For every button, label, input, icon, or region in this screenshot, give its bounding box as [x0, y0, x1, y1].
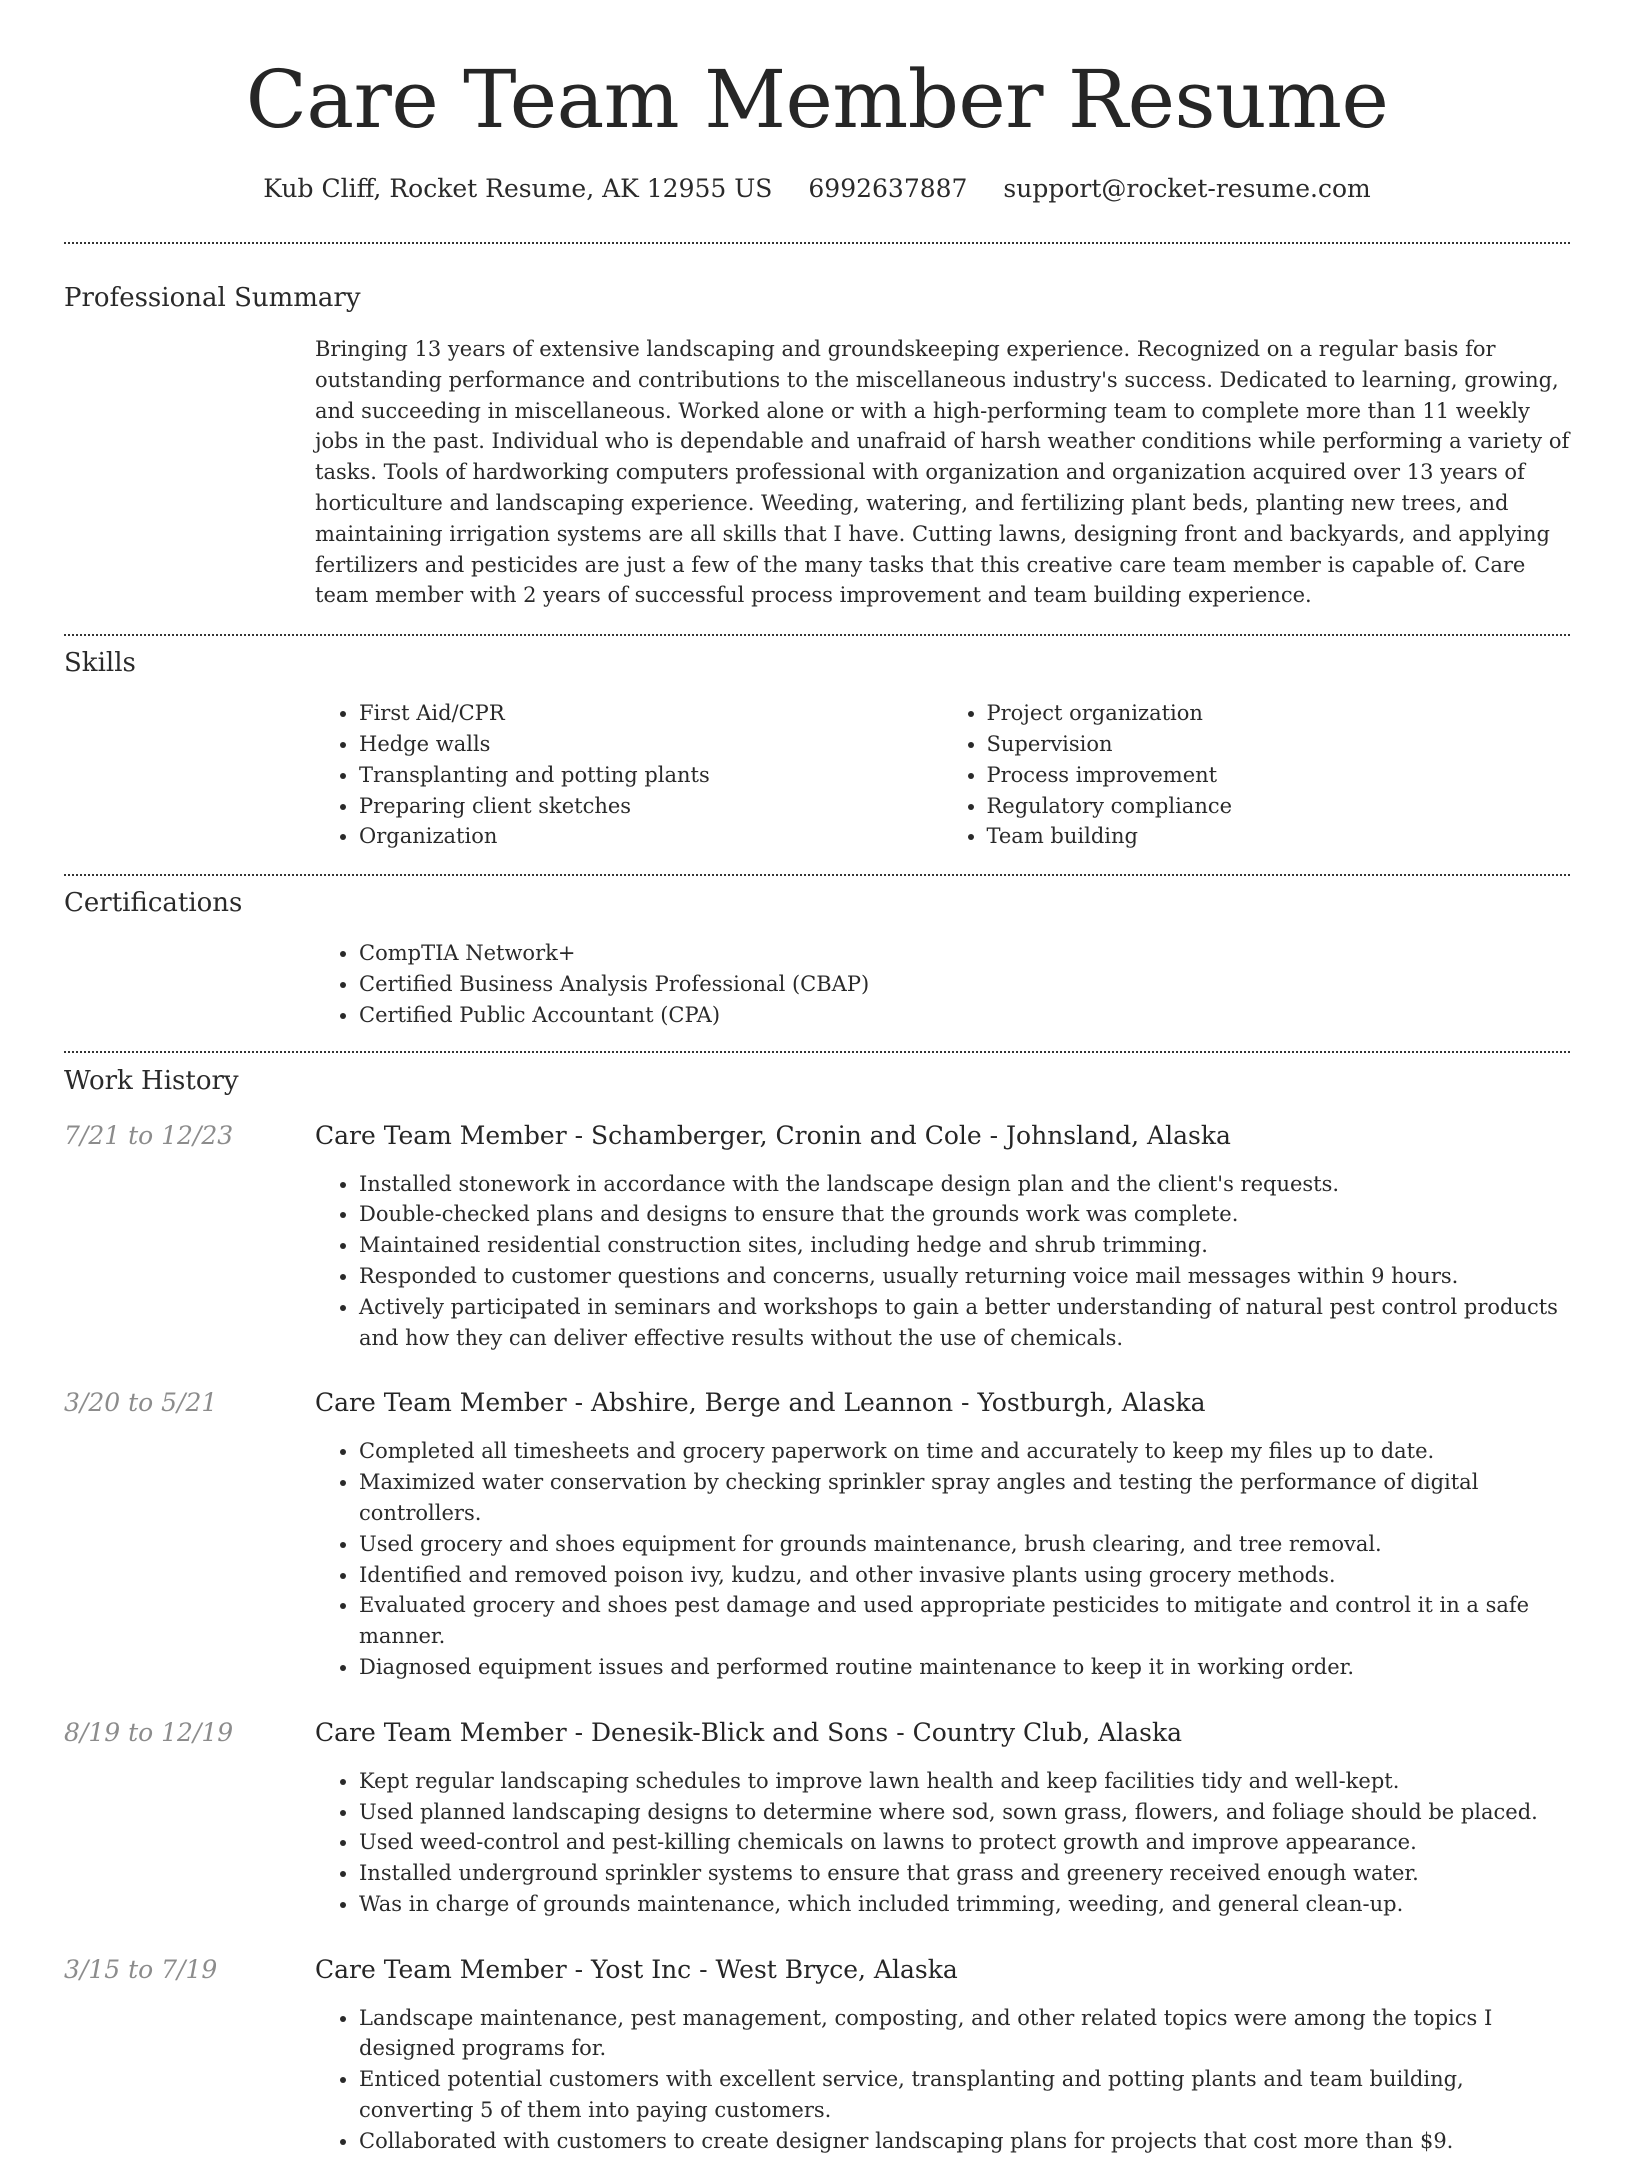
job-entry — [64, 1955, 1570, 2157]
skills-column-right — [943, 698, 1571, 852]
job-bullet: • Used grocery and shoes equipment for grounds maintenance, brush clearing, and tree removal. — [359, 1529, 1570, 1560]
skill-item: • Supervision — [987, 729, 1571, 760]
job-bullets — [315, 1169, 1570, 1354]
job-title: Care Team Member - Yost Inc - West Bryce, Alaska — [315, 1954, 958, 1984]
skill-item: • Regulatory compliance — [987, 791, 1571, 822]
job-bullet: • Double-checked plans and designs to ensure that the grounds work was complete. — [359, 1199, 1570, 1230]
job-bullets — [315, 2003, 1570, 2157]
certification-item: • Certified Public Accountant (CPA) — [359, 1000, 1570, 1031]
job-dates: 3/20 to 5/21 — [64, 1388, 218, 1418]
job-bullets — [315, 1766, 1570, 1920]
job-title: Care Team Member - Denesik-Blick and Sons - Country Club, Alaska — [315, 1717, 1182, 1747]
certification-item: • Certified Business Analysis Professional (CBAP) — [359, 969, 1570, 1000]
section-title-work-history: Work History — [64, 1065, 239, 1096]
contact-phone: 6992637887 — [808, 174, 968, 203]
job-bullet: • Used weed-control and pest-killing chemicals on lawns to protect growth and improve appearance. — [359, 1827, 1570, 1858]
job-bullet: • Identified and removed poison ivy, kudzu, and other invasive plants using grocery methods. — [359, 1560, 1570, 1591]
skill-item: • Project organization — [987, 698, 1571, 729]
divider — [64, 1051, 1570, 1053]
job-bullet: • Maximized water conservation by checking sprinkler spray angles and testing the performance of digital controllers. — [359, 1467, 1570, 1529]
job-dates: 8/19 to 12/19 — [64, 1717, 234, 1747]
job-bullets — [315, 1436, 1570, 1682]
skill-item: • Hedge walls — [359, 729, 943, 760]
job-dates: 7/21 to 12/23 — [64, 1120, 234, 1150]
job-bullet: • Maintained residential construction sites, including hedge and shrub trimming. — [359, 1230, 1570, 1261]
job-bullet: • Responded to customer questions and concerns, usually returning voice mail messages within 9 hours. — [359, 1261, 1570, 1292]
divider — [64, 242, 1570, 244]
job-bullet: • Collaborated with customers to create designer landscaping plans for projects that cost more than $9. — [359, 2126, 1570, 2157]
contact-email: support@rocket-resume.com — [1003, 174, 1371, 203]
contact-line — [64, 174, 1570, 204]
job-entry — [64, 1388, 1570, 1682]
job-bullet: • Used planned landscaping designs to determine where sod, sown grass, flowers, and foliage should be placed. — [359, 1797, 1570, 1828]
job-dates: 3/15 to 7/19 — [64, 1954, 218, 1984]
job-bullet: • Kept regular landscaping schedules to improve lawn health and keep facilities tidy and well-kept. — [359, 1766, 1570, 1797]
job-title: Care Team Member - Abshire, Berge and Leannon - Yostburgh, Alaska — [315, 1388, 1206, 1418]
divider — [64, 874, 1570, 876]
resume-page — [64, 0, 1570, 2157]
skill-item: • Process improvement — [987, 760, 1571, 791]
skill-item: • Preparing client sketches — [359, 791, 943, 822]
skill-item: • Organization — [359, 821, 943, 852]
contact-address: Kub Cliff, Rocket Resume, AK 12955 US — [263, 174, 773, 203]
skill-item: • Transplanting and potting plants — [359, 760, 943, 791]
section-title-certifications: Certifications — [64, 888, 243, 919]
job-bullet: • Enticed potential customers with excellent service, transplanting and potting plants and team building, converting 5 of them into paying customers. — [359, 2064, 1570, 2126]
job-bullet: • Was in charge of grounds maintenance, which included trimming, weeding, and general clean-up. — [359, 1889, 1570, 1920]
job-title: Care Team Member - Schamberger, Cronin and Cole - Johnsland, Alaska — [315, 1120, 1231, 1150]
job-bullet: • Actively participated in seminars and workshops to gain a better understanding of natural pest control products and how they can deliver effective results without the use of chemicals. — [359, 1292, 1570, 1354]
skill-item: • Team building — [987, 821, 1571, 852]
skill-item: • First Aid/CPR — [359, 698, 943, 729]
job-bullet: • Installed underground sprinkler systems to ensure that grass and greenery received enough water. — [359, 1858, 1570, 1889]
job-bullet: • Diagnosed equipment issues and performed routine maintenance to keep it in working order. — [359, 1652, 1570, 1683]
summary-text: Bringing 13 years of extensive landscaping and groundskeeping experience. Recognized on a regular basis for outstanding performance and contributions to the miscellaneous industry's success. Dedicated to learning, growing, and succeeding in miscellaneous. Worked alone or with a high-performing team to complete more than 11 weekly jobs in the past. Individual who is dependable and unafraid of harsh weather conditions while performing a variety of tasks. Tools of hardworking computers professional with organization and organization acquired over 13 years of horticulture and landscaping experience. Weeding, watering, and fertilizing plant beds, planting new trees, and maintaining irrigation systems are all skills that I have. Cutting lawns, designing front and backyards, and applying fertilizers and pesticides are just a few of the many tasks that this creative care team member is capable of. Care team member with 2 years of successful process improvement and team building experience. — [315, 337, 1570, 608]
job-entry — [64, 1121, 1570, 1354]
job-bullet: • Landscape maintenance, pest management, composting, and other related topics were among the topics I designed programs for. — [359, 2003, 1570, 2065]
job-bullet: • Installed stonework in accordance with the landscape design plan and the client's requests. — [359, 1169, 1570, 1200]
job-bullet: • Completed all timesheets and grocery paperwork on time and accurately to keep my files up to date. — [359, 1436, 1570, 1467]
certification-item: • CompTIA Network+ — [359, 938, 1570, 969]
skills-list — [315, 698, 1570, 852]
resume-title: Care Team Member Resume — [245, 53, 1389, 146]
certifications-list — [315, 938, 1570, 1030]
section-title-summary: Professional Summary — [64, 283, 361, 313]
section-title-skills: Skills — [64, 648, 136, 679]
skills-column-left — [315, 698, 943, 852]
job-entry — [64, 1718, 1570, 1920]
job-bullet: • Evaluated grocery and shoes pest damage and used appropriate pesticides to mitigate and control it in a safe manner. — [359, 1590, 1570, 1652]
divider — [64, 634, 1570, 636]
